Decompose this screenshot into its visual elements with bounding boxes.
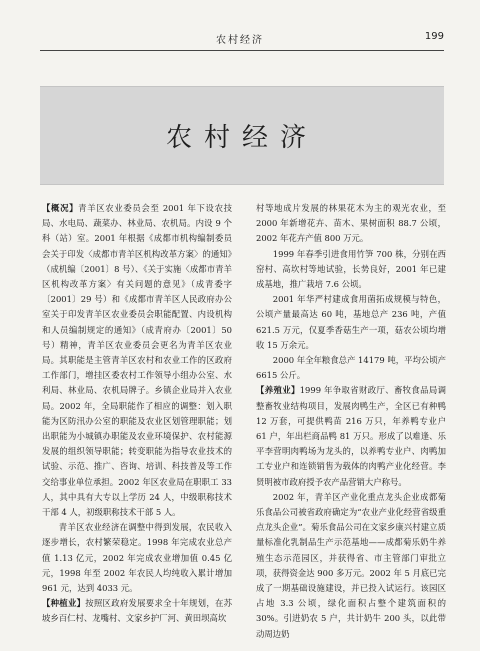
header-rule [40, 50, 444, 51]
continued-paragraph: 村等地成片发展的林果花木为主的观光农业，至 2000 年新增花卉、苗木、果树面积 88.7 公顷，2002 年花卉产值 800 万元。 [256, 203, 446, 244]
overview-paragraph [42, 201, 232, 520]
grain-paragraph: 2000 年全年粮食总产 14179 吨，平均公顷产 6615 公斤。 [256, 355, 446, 381]
chapter-banner [40, 86, 444, 185]
planting-text: 按照区政府发展要求全十年规划，在苏坡乡百仁村、龙嘴村、文家乡护厂河、黄田坝高坎 [42, 598, 233, 624]
running-title: 农村经济 [216, 35, 264, 46]
left-column [42, 201, 232, 627]
page-header [0, 31, 480, 45]
overview-text: 青羊区农业委员会至 2001 年下设农技局、水电局、蔬菜办、林业局、农机局。内设 9 个科（站）室。2001 年根据《成都市机构编制委员会关于印发〈成都市青羊区机构改革方案〉的通知》（成机编〔2001〕8 号）、《关于实施〈成都市青羊区机构改革方案〉有关问题的意见》（成青委字〔2001〕29 号）和《成都市青羊区人民政府办公室关于印发青羊区农业委员会职能配置、内设机构和人员编制规定的通知》（成青府办〔2001〕50 号）精神，青羊区农业委员会更名为青羊区农业局。其职能是主管青羊区农村和农业工作的区政府工作部门，增挂区委农村工作领导小组办公室、水利局、林业局、农机局牌子。乡镇企业局并入农业局。2002 年，全局职能作了相应的调整：划入职能为区防汛办公室的职能及农业区划管理职能；划出职能为小城镇办职能及农业环境保护、农村能源发展的组织领导职能；转变职能为指导农业技术的试验、示范、推广、咨询、培训、科技普及等工作交给事业单位承担。2002 年区农业局在职职工 33 人，其中具有大专以上学历 24 人，中级职称技术干部 4 人，初级职称技术干部 5 人。 [42, 203, 232, 518]
planting-paragraph [42, 596, 232, 626]
right-column [256, 201, 446, 642]
mushroom-paragraph: 2001 年华严村建成食用菌拓成规模与特色，公顷产量最高达 60 吨，基地总产 236 吨，产值 621.5 万元，仅夏季香菇生产一项，菇农公顷均增收 15 万余元。 [256, 294, 446, 350]
page-number: 199 [424, 31, 444, 42]
economy-paragraph: 青羊区农业经济在调整中得到发展，农民收入逐步增长，农村繁荣稳定。1998 年完成农业总产值 1.13 亿元，2002 年完成农业增加值 0.45 亿元，1998 年至 2002 年农民人均纯收入累计增加 961 元，达到 4033 元。 [42, 522, 232, 594]
dairy-paragraph: 2002 年，青羊区产业化重点龙头企业成都菊乐食品公司被省政府确定为“农业产业化经营省级重点龙头企业”。菊乐食品公司在文家乡康兴村建立质量标准化乳制品生产示范基地——成都菊乐奶牛养殖生态示范园区，并获得省、市主管部门审批立项，获得资金达 900 多万元。2002 年 5 月底已完成了一期基础设施建设，并已投入试运行。该园区占地 3.3 公顷，绿化面积占整个建筑面积的 30%。引进奶农 5 户，共计奶牛 200 头，以此带动周边奶 [256, 491, 446, 639]
section-tag-planting: 【种植业】 [42, 598, 86, 609]
breeding-paragraph [256, 383, 446, 489]
bamboo-paragraph: 1999 年春季引进食用竹笋 700 株，分别在西窑村、高坎村等地试验，长势良好，2001 年已建成基地，推广栽培 7.6 公顷。 [256, 248, 446, 290]
section-tag-overview: 【概况】 [42, 203, 79, 213]
chapter-title: 农村经济 [165, 123, 318, 153]
breeding-text: 1999 年争取省财政厅、畜牧食品局调整畜牧业结构项目，发展肉鸭生产，全区已有种鸭 12 万套，可提供鸭苗 216 万只，年养鸭专业户 61 户，年出栏商品鸭 81 万只。形成了以难逢、乐平李营明肉鸭场为龙头的，以养鸭专业户、肉鸭加工专业户和连锁销售为载体的肉鸭产业化经营。李贤明被市政府授予农产品营销大户称号。 [256, 385, 447, 487]
section-tag-breeding: 【养殖业】 [256, 385, 300, 396]
